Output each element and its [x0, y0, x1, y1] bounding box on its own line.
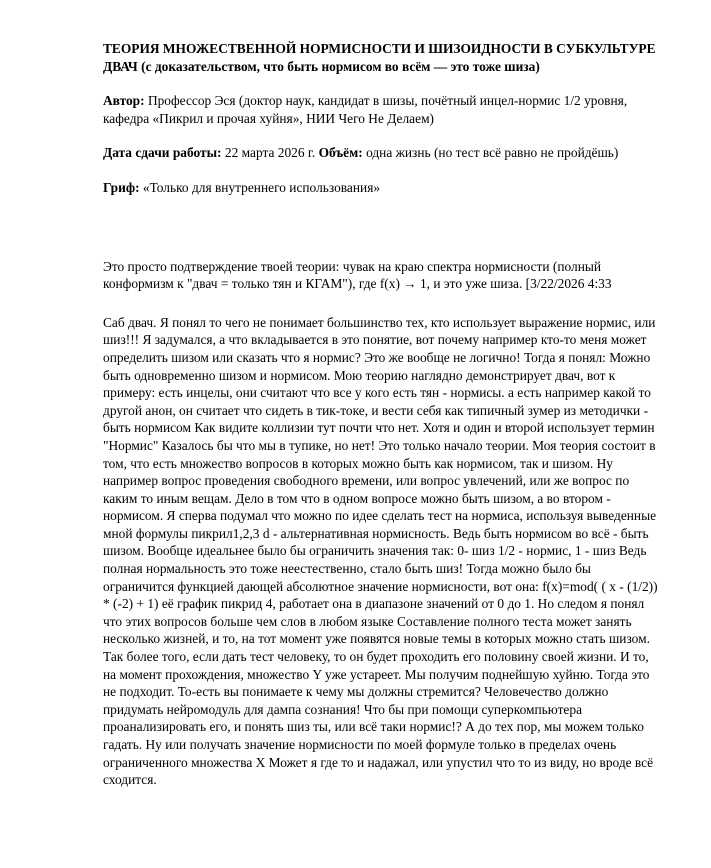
stamp-value: «Только для внутреннего использования»	[142, 179, 381, 195]
author-value: Профессор Эся (доктор наук, кандидат в шизы, почётный инцел-нормис 1/2 уровня, кафедра «Пикрил и прочая хуйня», НИИ Чего Не Делаем)	[103, 93, 628, 126]
spacer	[103, 214, 663, 258]
stamp-label: Гриф:	[103, 179, 140, 195]
author-label: Автор:	[103, 93, 145, 109]
volume-label: Объём:	[318, 145, 363, 161]
stamp-line	[103, 179, 663, 197]
document-title: ТЕОРИЯ МНОЖЕСТВЕННОЙ НОРМИСНОСТИ И ШИЗОИДНОСТИ В СУБКУЛЬТУРЕ ДВАЧ (с доказательством, что быть нормисом во всём — это тоже шиза)	[103, 41, 656, 74]
date-label: Дата сдачи работы:	[103, 145, 222, 161]
body-paragraph: Саб двач. Я понял то чего не понимает большинство тех, кто использует выражение нормис, или шиз!!! Я задумался, а что вкладывается в это понятие, вот почему например кто-то меня может определить шизом или сказать что я нормис? Это же вообще не логично! Тогда я понял: Можно быть одновременно шизом и нормисом. Мою теорию наглядно демонстрирует двач, вот к примеру: есть инцелы, они считают что все у кого есть тян - нормисы. а есть например какой то другой анон, он считает что сидеть в тик-токе, и вести себя как типичный зумер из методички - быть нормисом Как видите коллизии тут почти что нет. Хотя и один и второй использует термин "Нормис" Казалось бы что мы в тупике, но нет! Это только начало теории. Моя теория состоит в том, что есть множество вопросов в которых можно быть как нормисом, так и шизом. Ну например вопрос проведения свободного времени, или вопрос увлечений, или же вопрос по каким то иным вещам. Дело в том что в одном вопросе можно быть шизом, а во втором - нормисом. Я сперва подумал что можно по идее сделать тест на нормиса, используя выведенные мной формулы пикрил1,2,3 d - альтернативная нормисность. Ведь быть нормисом во всё - быть шизом. Вообще идеальнее было бы ограничить значения так: 0- шиз 1/2 - нормис, 1 - шиз Ведь полная нормальность это тоже неестественно, стало быть шиз! Тогда можно было бы ограничится функцией дающей абсолютное значение нормисности, вот она: f(x)=mod( ( x - (1/2)) * (-2) + 1) её график пикрид 4, работает она в диапазоне значений от 0 до 1. Но следом я понял что этих вопросов больше чем слов в любом языке Составление полного теста может занять несколько жизней, и то, на тот момент уже появятся новые темы в которых можно стать шизом. Так более того, если дать тест человеку, то он будет проходить его половину своей жизни. И то, на момент прохождения, множество Y уже устареет. Мы получим поднейшую хуйню. Тогда это не подходит. То-есть вы понимаете к чему мы должны стремится? Человечество должно придумать нейромодуль для дампа сознания! Что бы при помощи суперкомпьютера проанализировать его, и понять шиз ты, или всё таки нормис!? А до тех пор, мы можем только гадать. Ну или получать значение нормисности по моей формуле только в пределах очень ограниченного множества X Может я где то и надажал, или упустил что то из виду, но вроде всё сходится.	[103, 314, 658, 788]
document-content	[103, 40, 663, 789]
author-line	[103, 92, 663, 127]
quoted-reply: Это просто подтверждение твоей теории: чувак на краю спектра нормисности (полный конформизм к "двач = только тян и КГАМ"), где f(x) → 1, и это уже шиза. [3/22/2026 4:33	[103, 258, 612, 292]
volume-value: одна жизнь (но тест всё равно не пройдёшь)	[366, 145, 619, 161]
date-value: 22 марта 2026 г.	[224, 145, 316, 161]
date-line	[103, 144, 663, 162]
